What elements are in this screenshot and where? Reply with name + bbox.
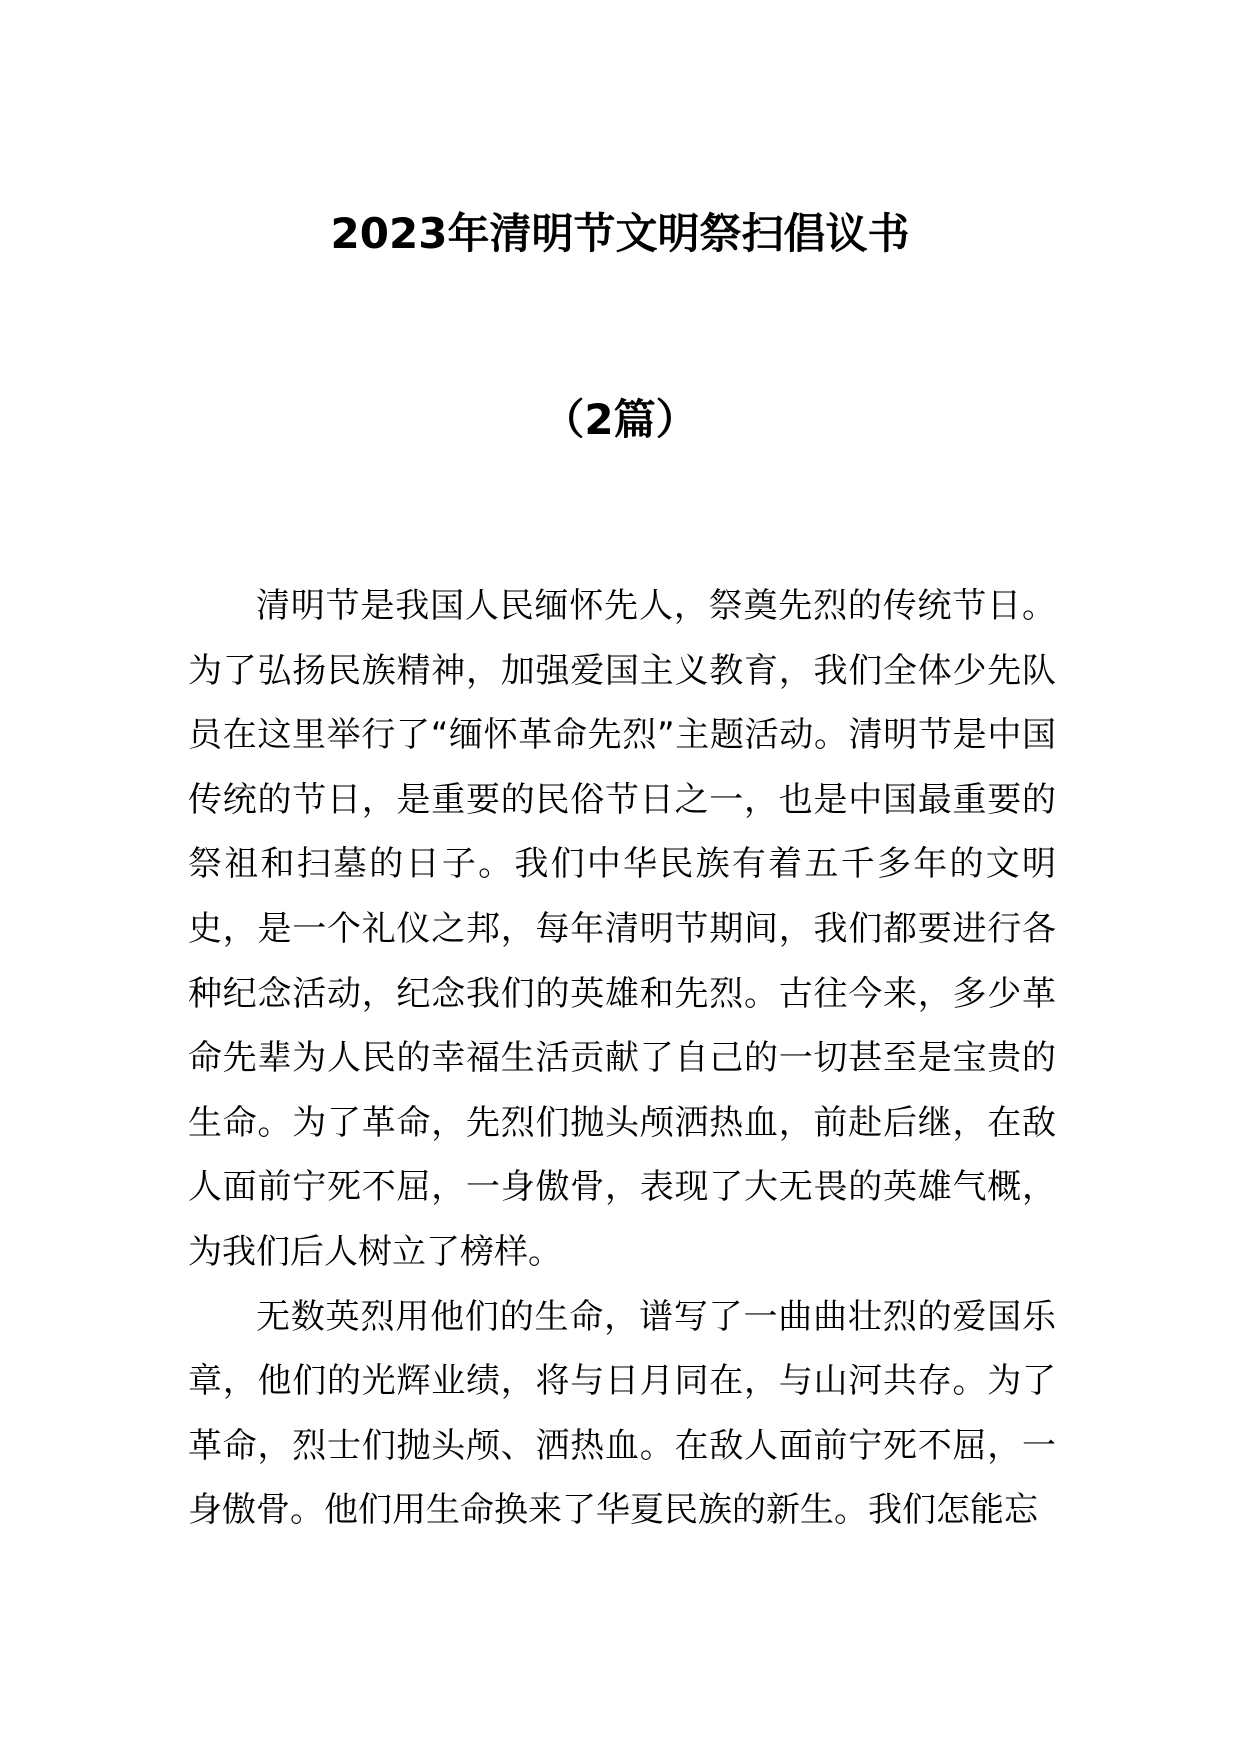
paragraph: 清明节是我国人民缅怀先人，祭奠先烈的传统节日。为了弘扬民族精神，加强爱国主义教育，我们全体少先队员在这里举行了“缅怀革命先烈”主题活动。清明节是中国传统的节日，是重要的民俗节日之一，也是中国最重要的祭祖和扫墓的日子。我们中华民族有着五千多年的文明史，是一个礼仪之邦，每年清明节期间，我们都要进行各种纪念活动，纪念我们的英雄和先烈。古往今来，多少革命先辈为人民的幸福生活贡献了自己的一切甚至是宝贵的生命。为了革命，先烈们抛头颅洒热血，前赴后继，在敌人面前宁死不屈，一身傲骨，表现了大无畏的英雄气概，为我们后人树立了榜样。 (188, 586, 1056, 1272)
document-body (188, 574, 1056, 1543)
document-title: 2023年清明节文明祭扫倡议书 (330, 209, 910, 258)
paragraph: 无数英烈用他们的生命，谱写了一曲曲壮烈的爱国乐章，他们的光辉业绩，将与日月同在，与山河共存。为了革命，烈士们抛头颅、洒热血。在敌人面前宁死不屈，一身傲骨。他们用生命换来了华夏民族的新生。我们怎能忘 (188, 1296, 1056, 1531)
document-subtitle: （2篇） (542, 395, 698, 444)
